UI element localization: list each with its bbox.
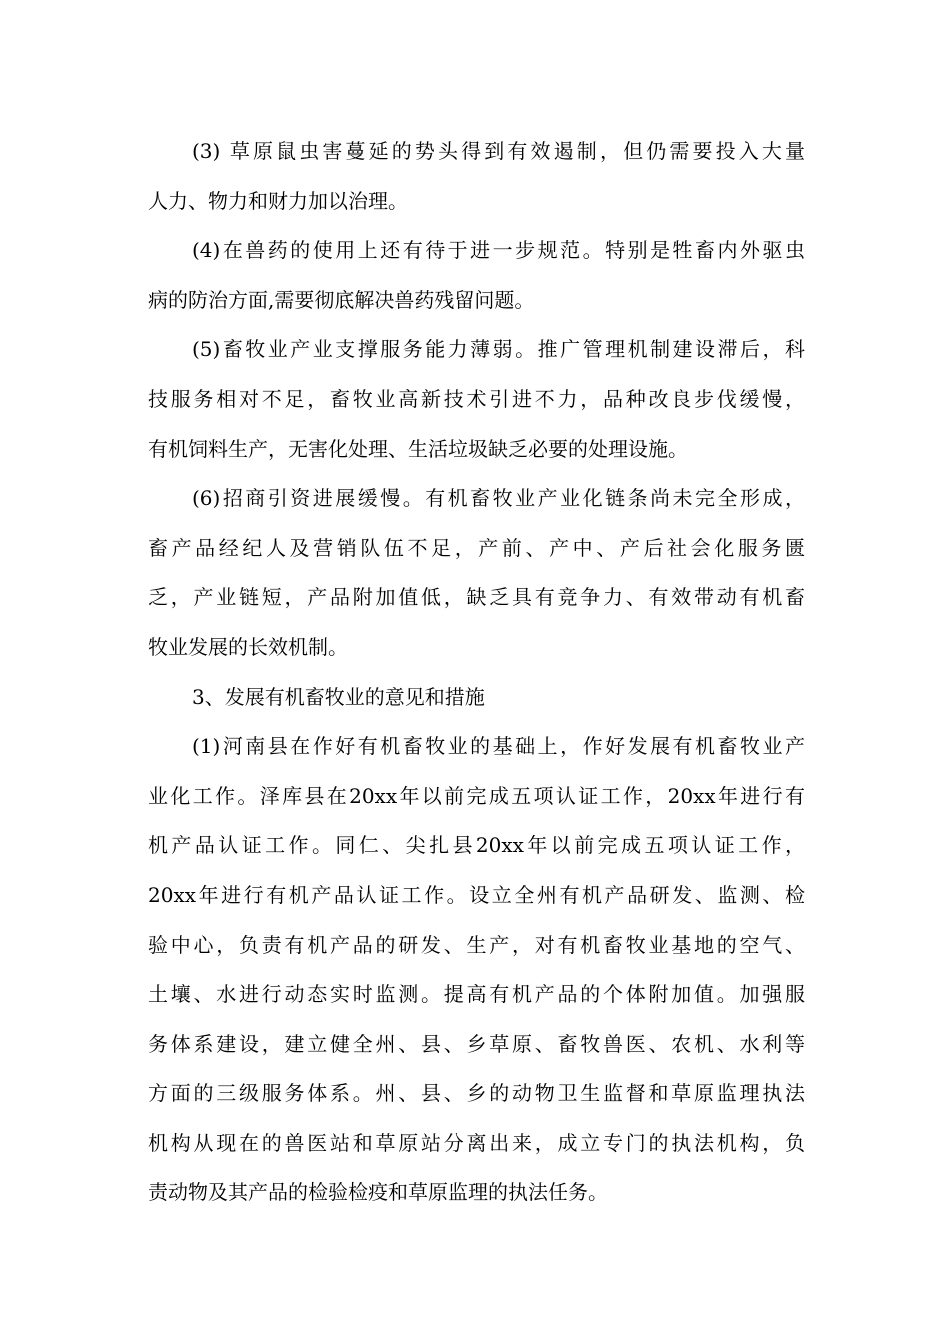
text-line: 乏，产业链短，产品附加值低，缺乏具有竞争力、有效带动有机畜 — [148, 585, 805, 610]
text-line: 技服务相对不足，畜牧业高新技术引进不力，品种改良步伐缓慢， — [148, 386, 805, 411]
text-line: 务体系建设，建立健全州、县、乡草原、畜牧兽医、农机、水利等 — [148, 1031, 805, 1056]
document-body — [148, 127, 805, 1218]
section-title: 3、发展有机畜牧业的意见和措施 — [192, 684, 485, 709]
text-line: (5)畜牧业产业支撑服务能力薄弱。推广管理机制建设滞后，科 — [192, 337, 805, 362]
text-line: 畜产品经纪人及营销队伍不足，产前、产中、产后社会化服务匮 — [148, 535, 805, 560]
text-line: 验中心，负责有机产品的研发、生产，对有机畜牧业基地的空气、 — [148, 932, 805, 957]
text-line: 病的防治方面,需要彻底解决兽药残留问题。 — [148, 287, 535, 312]
text-line: 20xx年进行有机产品认证工作。设立全州有机产品研发、监测、检 — [148, 882, 805, 907]
text-line: 有机饲料生产，无害化处理、生活垃圾缺乏必要的处理设施。 — [148, 436, 688, 461]
text-line: (3) 草原鼠虫害蔓延的势头得到有效遏制，但仍需要投入大量 — [192, 139, 805, 163]
text-line: 人力、物力和财力加以治理。 — [148, 188, 408, 213]
text-line: 土壤、水进行动态实时监测。提高有机产品的个体附加值。加强服 — [148, 982, 805, 1007]
paragraph-6 — [148, 474, 805, 672]
text-line: 责动物及其产品的检验检疫和草原监理的执法任务。 — [148, 1180, 608, 1205]
paragraph-5 — [148, 325, 805, 474]
text-line: (6)招商引资进展缓慢。有机畜牧业产业化链条尚未完全形成， — [192, 486, 805, 511]
text-line: 方面的三级服务体系。州、县、乡的动物卫生监督和草原监理执法 — [148, 1081, 805, 1106]
paragraph-measure-1 — [148, 722, 805, 1218]
text-line: (4)在兽药的使用上还有待于进一步规范。特别是牲畜内外驱虫 — [192, 238, 805, 263]
text-line: 机产品认证工作。同仁、尖扎县20xx年以前完成五项认证工作， — [148, 833, 805, 858]
paragraph-4 — [148, 226, 805, 325]
paragraph-3 — [148, 127, 805, 226]
text-line: 业化工作。泽库县在20xx年以前完成五项认证工作，20xx年进行有 — [148, 783, 805, 808]
text-line: (1)河南县在作好有机畜牧业的基础上，作好发展有机畜牧业产 — [192, 734, 805, 759]
text-line: 机构从现在的兽医站和草原站分离出来，成立专门的执法机构，负 — [148, 1130, 805, 1155]
section-heading — [148, 673, 805, 723]
text-line: 牧业发展的长效机制。 — [148, 634, 348, 659]
